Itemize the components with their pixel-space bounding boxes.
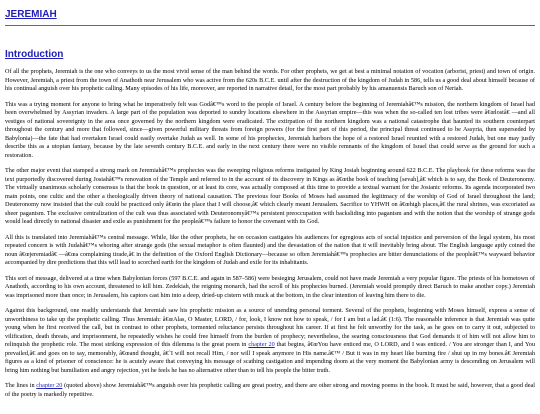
chapter-20-link[interactable]: chapter 20 xyxy=(248,341,275,348)
paragraph-text: The lines in xyxy=(5,382,37,389)
title-divider xyxy=(5,25,535,26)
paragraph-6 xyxy=(5,307,535,375)
paragraph-text: Of all the prophets, Jeremiah is the one who conveys to us the most vivid sense of the man behind the words. For other prophets, we get at best a minimal notation of vocation (arborist, priest) and town of origin. However, Jeremiah, a priest from the town of Anathoth near Jerusalem who was active from the 620s B.C.E. until after the destruction of the kingdom of Judah in 586, tells us a good deal about himself because of his continual anguish over his prophetic calling. Many episodes of his life, moreover, are reported in narrative detail, for the most part probably by his amanuensis Baruch son of Neriah. xyxy=(5,68,535,92)
section-title: Introduction xyxy=(5,49,64,60)
paragraph-text: This was a trying moment for anyone to bring what he imperatively felt was Godâ€™s word to the people of Israel. A century before the beginning of Jeremiahâ€™s mission, the northern kingdom of Israel had been overwhelmed by Assyrian invaders. A large part of the population was deported to sundry locations elsewhere in the Assyrian empire—this was when the so-called ten lost tribes were â€œlostâ€ —and all vestiges of national sovereignty in the area once governed by the northern kingdom were eradicated. The extirpation of the northern kingdom was a national catastrophe that haunted its southern counterpart throughout the century and more that followed, since—given powerful military threats from foreign powers (for the first part of this period, the principal threat continued to be Assyria, then superseded by Babylonia)—the fate that had overtaken Israel could easily overtake Judah as well. In some of his prophecies, Jeremiah harbors the hope of a restored Israel reunited with a restored Judah, but one may justly describe this as a utopian fantasy, because by the late seventh century B.C.E. and early in the next century there were no visible remnants of the kingdom of Israel that could serve as the ground for such a restoration. xyxy=(5,100,535,159)
paragraph-text: Against this background, one readily understands that Jeremiah saw his prophetic mission as a source of unending personal torment. Several of the prophets, beginning with Moses himself, express a sense of unworthiness to take up the prophetic calling. Thus Jeremiah: â€œAlas, O Master, LORD, / for, look, I know not how to speak, / for I am but a lad.â€ (1:6). The reasonable inference is that Jeremiah was quite young when he first received the call, but in contrast to other prophets, tormented reluctance persists throughout his career. If at first he felt unworthy for the task, as he goes on to carry it out, subjected to vilification, death threats, and imprisonment, he repeatedly wishes he could free himself from the burden of prophecy; nevertheless, the searing consciousness that God demands it of him will not allow him to relinquish the prophetic role. The most striking expression of this dilemma is the great poem in xyxy=(5,307,535,348)
paragraph-text: All this is translated into Jeremiahâ€™s central message. While, like the other prophets, he on occasion castigates his audiences for egregious acts of social injustice and perversion of the legal system, his most repeated concern is with Judahâ€™s whoring after strange gods (the sexual metaphor is often flaunted) and the devastation of the nation that it will inevitably bring about. The English language aptly coined the noun â€œjeremiadâ€ —â€œa complaining tirade,â€ in the definition of the Oxford English Dictionary—because so often Jeremiahâ€™s prophecies are bitter denunciations of the peopleâ€™s wayward behavior accompanied by dire predictions that this will lead to scorched earth for the kingdom of Judah and exile for its inhabitants. xyxy=(5,233,535,266)
book-title: JEREMIAH xyxy=(5,9,57,20)
paragraph-4 xyxy=(5,234,535,268)
paragraph-7 xyxy=(5,382,535,399)
paragraph-text: The other major event that stamped a strong mark on Jeremiahâ€™s prophecies was the sweeping religious reforms instigated by King Josiah beginning around 622 B.C.E. The playbook for these reforms was the text purportedly discovered during Josiahâ€™s renovation of the Temple and referred to in the account of its discovery in Kings as â€œthe book of teaching [sevah],â€ which is to say, the Book of Deuteronomy. The virtually unanimous scholarly consensus is that the book in question, or at least its core, was actually composed at this time to provide a textual warrant for the Josianic reforms. Its agenda incorporated two main points, one cultic and the other a theologically driven theory of national causation. The previous four Books of Moses had assumed the legitimacy of the worship of God of Israel throughout the land; Deuteronomy now insisted that the cult could be practiced only â€œin the place that I will choose,â€ which clearly meant Jerusalem. Sacrifice to YHWH on â€œhigh places,â€ the rural shrines, was excoriated as sheer paganism. The exclusive centralization of the cult was thus associated with Deuteronomyâ€™s persistent preoccupation with backsliding into paganism and with the notion that the worship of strange gods would lead directly to national disaster and exile as punishment for the peopleâ€™s failure to honor the covenant with its God. xyxy=(5,167,535,225)
paragraph-3 xyxy=(5,167,535,227)
paragraph-text-continued: (quoted above) show Jeremiahâ€™s anguish over his prophetic calling are great poetry, and there are other strong and moving poems in the book. It must be said, however, that a good deal of the poetry is markedly repetitive. xyxy=(5,382,535,398)
document-page xyxy=(0,9,540,399)
paragraph-5 xyxy=(5,275,535,301)
chapter-20-link[interactable]: chapter 20 xyxy=(36,382,63,389)
paragraph-1 xyxy=(5,68,535,94)
paragraph-2 xyxy=(5,101,535,161)
paragraph-text: This sort of message, delivered at a time when Babylonian forces (597 B.C.E. and again in 587–586) were besieging Jerusalem, could not have made Jeremiah a very popular figure. The priests of his hometown of Anathoth, according to his own account, threatened to kill him. Zedekiah, the reigning monarch, had the scroll of his prophecies burned. (Jeremiah would promptly direct Baruch to make another copy.) Jeremiah was imprisoned more than once; in Jerusalem, his captors cast him into a deep, dried-up cistern with muck at the bottom, in the clear intention of leaving him there to die. xyxy=(5,274,535,299)
paragraph-text-continued: that begins, â€œYou have enticed me, O LORD, and I was enticed. / You are stronger than I, and You prevailed,â€ and goes on to say, memorably, â€œand thought, â€˜I will not recall Him, / nor will I speak anymore in His name.â€™ / But it was in my heart like burning fire / shut up in my bones.â€ Jeremiah figures as a kind of prisoner of conscience: he is acutely aware that conveying his message of scathing castigation and impending doom at the very moment the Babylonian army is descending on Jerusalem will bring him nothing but humiliation and angry rejection, yet he feels he has no alternative other than to tell his people the bitter truth. xyxy=(5,341,535,374)
